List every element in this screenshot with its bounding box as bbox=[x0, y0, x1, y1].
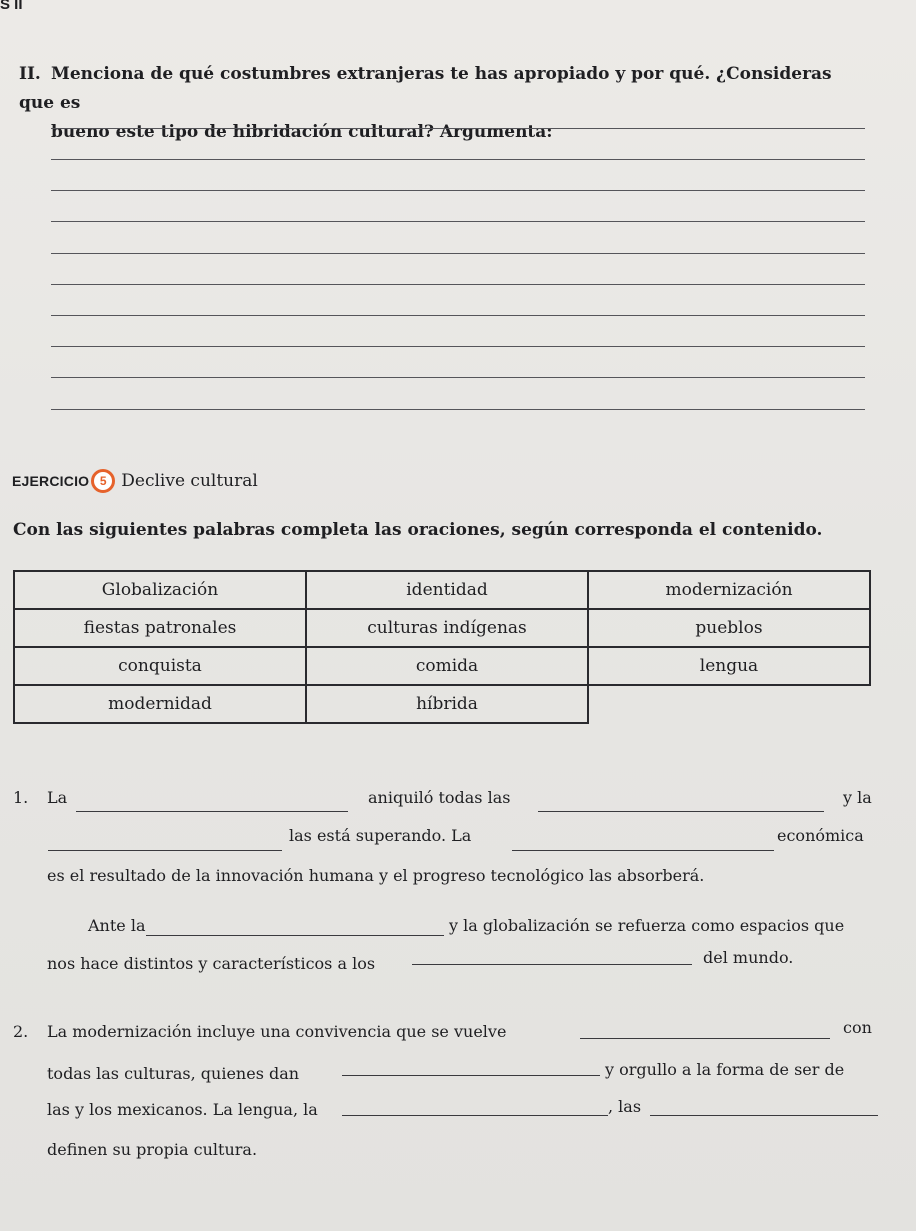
answer-line[interactable] bbox=[51, 346, 865, 347]
answer-line[interactable] bbox=[51, 409, 865, 410]
item-2-number: 2. bbox=[13, 1022, 29, 1041]
fill-blank[interactable] bbox=[650, 1115, 878, 1116]
word-bank-cell: conquista bbox=[14, 647, 306, 685]
item-1-text: nos hace distintos y característicos a los bbox=[47, 954, 376, 973]
word-bank-cell: identidad bbox=[306, 571, 588, 609]
answer-line[interactable] bbox=[51, 377, 865, 378]
exercise-instruction: Con las siguientes palabras completa las oraciones, según corresponda el contenido. bbox=[13, 520, 823, 540]
item-1-number: 1. bbox=[13, 788, 29, 807]
answer-line[interactable] bbox=[51, 128, 865, 129]
page-header-mark: S II bbox=[0, 0, 23, 13]
word-bank-cell: modernización bbox=[588, 571, 870, 609]
word-bank-cell: modernidad bbox=[14, 685, 306, 723]
fill-blank[interactable] bbox=[412, 964, 692, 965]
fill-blank[interactable] bbox=[538, 811, 824, 812]
word-bank-cell: lengua bbox=[588, 647, 870, 685]
item-2-text: las y los mexicanos. La lengua, la bbox=[47, 1100, 318, 1119]
word-bank-empty-cell bbox=[588, 685, 870, 723]
item-2-text: con bbox=[843, 1018, 872, 1037]
question-ii-line-2: bueno este tipo de hibridación cultural? Argumenta: bbox=[51, 122, 553, 142]
answer-line[interactable] bbox=[51, 221, 865, 222]
question-ii bbox=[19, 60, 869, 147]
exercise-number-badge: 5 bbox=[91, 469, 115, 493]
item-1-text: es el resultado de la innovación humana y el progreso tecnológico las absorberá. bbox=[47, 866, 705, 885]
word-bank-cell: pueblos bbox=[588, 609, 870, 647]
item-1-text: del mundo. bbox=[703, 948, 794, 967]
exercise-label: EJERCICIO bbox=[12, 473, 90, 489]
item-1-text: y la globalización se refuerza como espacios que bbox=[449, 916, 845, 935]
item-1-text: y la bbox=[843, 788, 872, 807]
word-bank-table bbox=[13, 570, 871, 724]
item-1-text: aniquiló todas las bbox=[368, 788, 511, 807]
word-bank-cell: híbrida bbox=[306, 685, 588, 723]
item-2-text: , las bbox=[608, 1097, 642, 1116]
item-2-text: definen su propia cultura. bbox=[47, 1140, 258, 1159]
word-bank-cell: culturas indígenas bbox=[306, 609, 588, 647]
fill-blank[interactable] bbox=[580, 1038, 830, 1039]
fill-blank[interactable] bbox=[146, 935, 444, 936]
answer-line[interactable] bbox=[51, 159, 865, 160]
item-2-text: y orgullo a la forma de ser de bbox=[605, 1060, 845, 1079]
item-1-text: La bbox=[47, 788, 68, 807]
answer-line[interactable] bbox=[51, 253, 865, 254]
fill-blank[interactable] bbox=[512, 850, 774, 851]
item-1-text: las está superando. La bbox=[289, 826, 472, 845]
item-2-text: La modernización incluye una convivencia que se vuelve bbox=[47, 1022, 507, 1041]
exercise-title bbox=[12, 467, 258, 495]
question-ii-line-1: Menciona de qué costumbres extranjeras te has apropiado y por qué. ¿Consideras que es bbox=[19, 64, 832, 113]
item-1-text: económica bbox=[777, 826, 864, 845]
fill-blank[interactable] bbox=[48, 850, 282, 851]
exercise-subtitle: Declive cultural bbox=[121, 471, 258, 491]
answer-line[interactable] bbox=[51, 284, 865, 285]
fill-blank[interactable] bbox=[342, 1115, 608, 1116]
item-1-text: Ante la bbox=[88, 916, 146, 935]
answer-line[interactable] bbox=[51, 190, 865, 191]
fill-blank[interactable] bbox=[342, 1075, 600, 1076]
answer-line[interactable] bbox=[51, 315, 865, 316]
question-ii-number: II. bbox=[19, 64, 41, 84]
item-2-text: todas las culturas, quienes dan bbox=[47, 1064, 300, 1083]
fill-blank[interactable] bbox=[76, 811, 348, 812]
word-bank-cell: fiestas patronales bbox=[14, 609, 306, 647]
word-bank-cell: Globalización bbox=[14, 571, 306, 609]
word-bank-cell: comida bbox=[306, 647, 588, 685]
